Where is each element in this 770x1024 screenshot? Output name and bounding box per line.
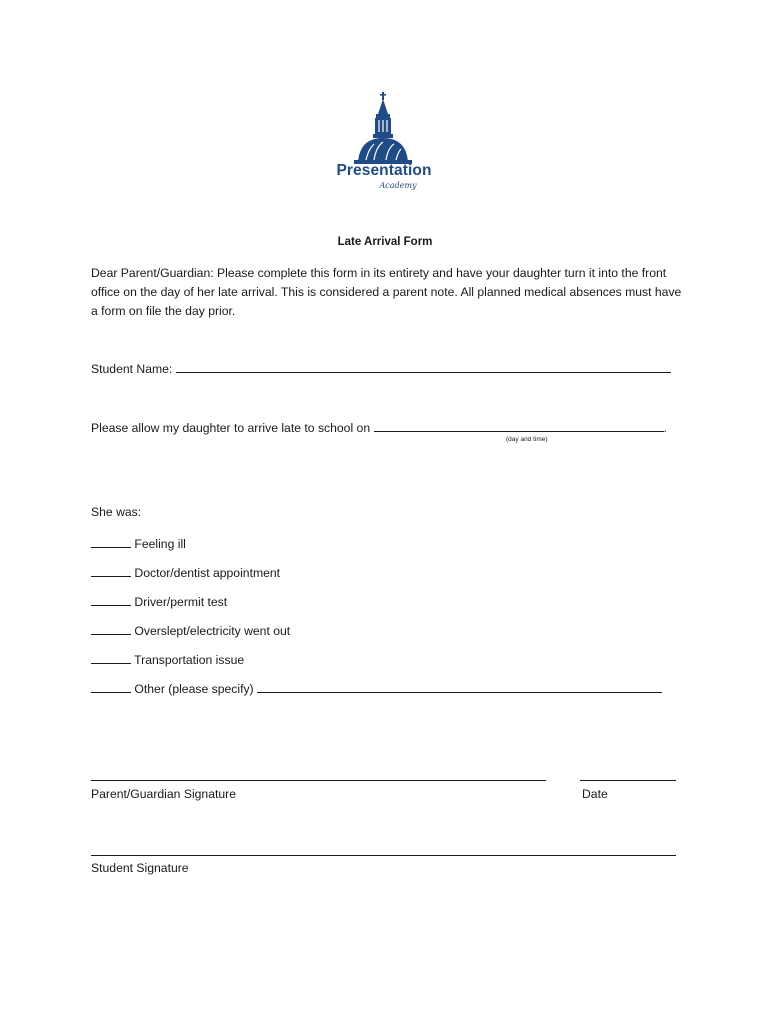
arrival-day-time-field[interactable] — [374, 418, 664, 432]
reason-checkbox-line[interactable] — [91, 592, 131, 606]
arrival-row — [91, 418, 667, 435]
day-time-hint: (day and time) — [506, 436, 548, 443]
student-name-field[interactable] — [176, 359, 671, 373]
date-label: Date — [582, 787, 608, 801]
other-specify-field[interactable] — [257, 679, 662, 693]
reason-checkbox-line[interactable] — [91, 650, 131, 664]
reason-row-transportation — [91, 650, 244, 667]
student-signature-label: Student Signature — [91, 861, 189, 875]
reason-label: Transportation issue — [134, 653, 245, 667]
reason-checkbox-line[interactable] — [91, 621, 131, 635]
she-was-label: She was: — [91, 505, 142, 519]
arrival-label: Please allow my daughter to arrive late to school on — [91, 421, 371, 435]
reason-label: Driver/permit test — [134, 595, 228, 609]
reason-checkbox-line[interactable] — [91, 534, 131, 548]
date-field[interactable] — [580, 780, 676, 781]
reason-label: Overslept/electricity went out — [134, 624, 291, 638]
reason-row-overslept — [91, 621, 290, 638]
student-name-label: Student Name: — [91, 362, 173, 376]
reason-label: Doctor/dentist appointment — [134, 566, 281, 580]
form-instructions: Dear Parent/Guardian: Please complete this form in its entirety and have your daughter turn it into the front office on the day of her late arrival. This is considered a parent note. All planned medical absences must have a form on file the day prior. — [91, 266, 682, 318]
form-title: Late Arrival Form — [337, 236, 433, 248]
logo-wordmark: Presentation — [336, 162, 432, 179]
student-signature-field[interactable] — [91, 855, 676, 856]
parent-signature-field[interactable] — [91, 780, 546, 781]
student-name-row — [91, 359, 671, 376]
dome-icon — [328, 92, 440, 164]
reason-checkbox-line[interactable] — [91, 679, 131, 693]
school-logo — [328, 92, 440, 202]
reason-checkbox-line[interactable] — [91, 563, 131, 577]
reason-row-other — [91, 679, 662, 696]
logo-subtitle: Academy — [379, 181, 417, 190]
reason-row-doctor — [91, 563, 280, 580]
reason-row-feeling-ill — [91, 534, 186, 551]
reason-row-driver-test — [91, 592, 227, 609]
reason-label: Feeling ill — [134, 537, 186, 551]
parent-signature-label: Parent/Guardian Signature — [91, 787, 236, 801]
reason-label: Other (please specify) — [134, 682, 254, 696]
arrival-period: . — [663, 421, 667, 435]
